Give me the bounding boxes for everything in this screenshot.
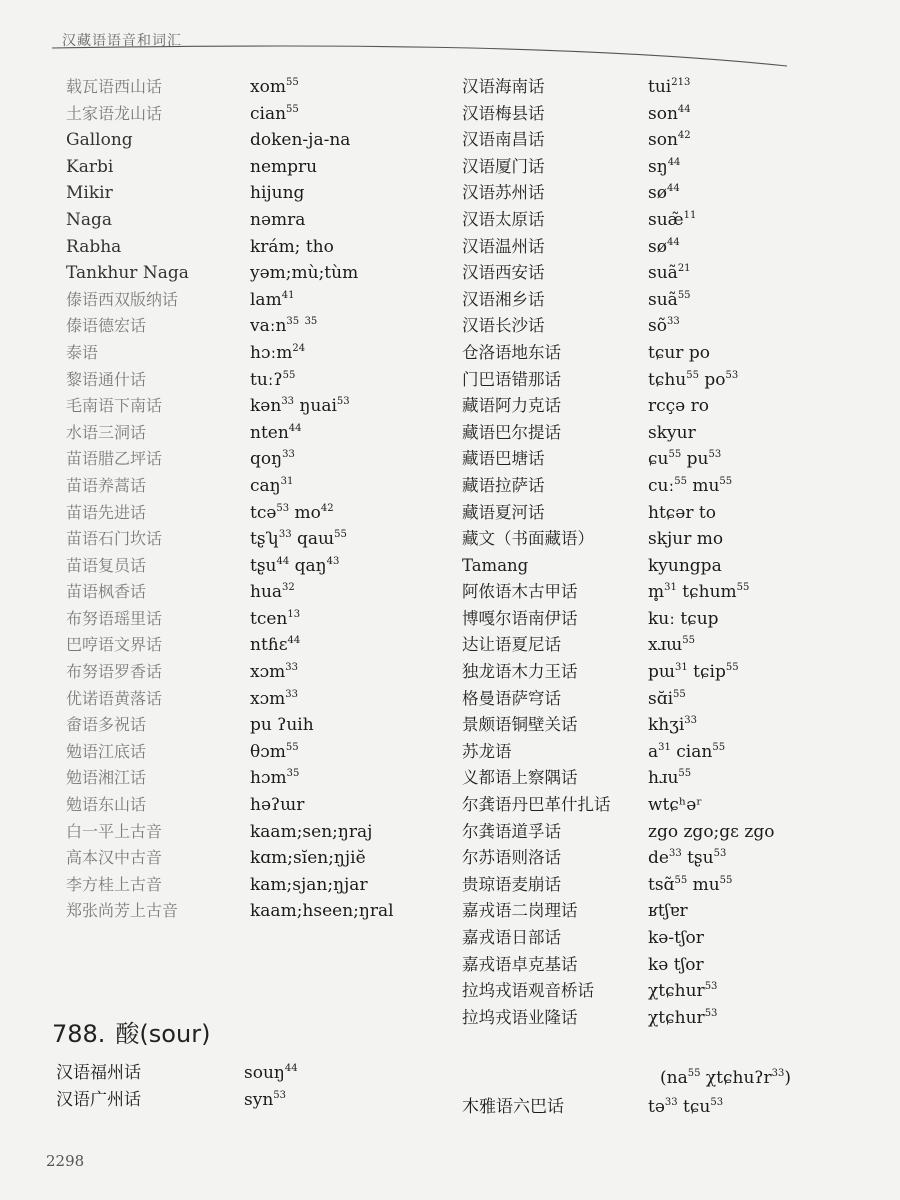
word-form: hɔm$^{35}$ — [250, 768, 300, 789]
language-name: 木雅语六巴话 — [462, 1097, 564, 1117]
language-name: 汉语南昌话 — [462, 130, 545, 150]
language-name: 苗语先进话 — [66, 502, 147, 522]
word-form: souŋ$^{44}$ — [244, 1063, 298, 1083]
language-name: 汉语湘乡话 — [462, 289, 545, 309]
language-name: 阿侬语木古甲话 — [462, 582, 578, 602]
language-name: 勉语东山话 — [66, 795, 147, 815]
language-name: 嘉戎语卓克基话 — [462, 954, 578, 974]
word-form: xɔm$^{33}$ — [250, 688, 298, 709]
language-name: 载瓦语西山话 — [66, 77, 163, 96]
word-form: caŋ$^{31}$ — [250, 475, 294, 496]
word-form: tʂu$^{44}$ qaŋ$^{43}$ — [250, 555, 340, 576]
word-form: kyungpa — [648, 555, 722, 576]
word-form: syn$^{53}$ — [244, 1089, 287, 1110]
word-form: θɔm$^{55}$ — [250, 741, 299, 762]
running-header: 汉藏语语音和词汇 — [62, 33, 182, 49]
word-form: həʔɯr — [250, 795, 305, 816]
language-name: 景颇语铜壁关话 — [462, 715, 578, 735]
word-form: xɹɯ$^{55}$ — [648, 635, 695, 656]
word-form: tcen$^{13}$ — [250, 608, 301, 629]
language-name: Rabha — [66, 236, 122, 257]
language-name: 达让语夏尼话 — [462, 635, 561, 655]
language-name: 博嘎尔语南伊话 — [462, 608, 578, 628]
language-name: 优诺语黄落话 — [66, 688, 163, 708]
word-form: tuːʔ$^{55}$ — [250, 369, 296, 390]
language-name: 勉语江底话 — [66, 741, 147, 761]
word-form: son$^{44}$ — [648, 103, 691, 124]
language-name: 藏语巴尔提话 — [462, 422, 561, 442]
language-name: 毛南语下南话 — [66, 396, 163, 416]
word-form: nten$^{44}$ — [250, 422, 302, 443]
word-form: doken-ja-na — [250, 130, 351, 151]
language-name: 门巴语错那话 — [462, 369, 561, 389]
word-form: $sõ^{33}$ — [648, 316, 680, 337]
word-form: son$^{42}$ — [648, 130, 691, 151]
word-form: suã$^{55}$ — [648, 289, 691, 310]
language-name: 黎语通什话 — [66, 369, 147, 389]
word-form: kən$^{33}$ ŋuai$^{53}$ — [250, 396, 350, 417]
word-form: pɯ$^{31}$ tɕip$^{55}$ — [648, 662, 739, 683]
language-name: 畲语多祝话 — [66, 715, 147, 735]
language-name: 傣语西双版纳话 — [66, 289, 179, 309]
word-form: suæ̃$^{11}$ — [648, 209, 697, 230]
language-name: 汉语福州话 — [56, 1063, 141, 1083]
word-form: vaːn$^{35}$ $^{35}$ — [250, 316, 318, 337]
language-name: 苗语养蒿话 — [66, 475, 147, 495]
word-form: ʁtʃɐr — [648, 901, 688, 922]
word-form: kaam;hseen;ŋral — [250, 901, 394, 922]
language-name: 汉语厦门话 — [462, 156, 545, 176]
word-form: zgo zgo;gɛ zgo — [648, 821, 775, 842]
language-name: 嘉戎语日部话 — [462, 928, 561, 947]
language-name: 藏文（书面藏语） — [462, 529, 594, 549]
word-form: tə$^{33}$ tɕu$^{53}$ — [648, 1097, 724, 1117]
language-name: 布努语瑶里话 — [66, 608, 163, 628]
language-name: 藏语巴塘话 — [462, 449, 545, 469]
language-name: Tamang — [462, 555, 529, 575]
language-name: 贵琼语麦崩话 — [462, 874, 561, 894]
word-form: hɔːm$^{24}$ — [250, 342, 306, 363]
word-form: kuː tɕup — [648, 608, 719, 629]
word-form: htɕər to — [648, 502, 716, 523]
header-rule — [52, 36, 797, 76]
language-name: Karbi — [66, 156, 114, 177]
word-form: xom$^{55}$ — [250, 77, 299, 97]
word-form: kə tʃor — [648, 954, 704, 975]
language-name: Naga — [66, 209, 113, 230]
language-name: 汉语梅县话 — [462, 103, 545, 123]
language-name: 拉坞戎语观音桥话 — [462, 981, 594, 1001]
word-form: hɹu$^{55}$ — [648, 768, 692, 789]
language-name: 郑张尚芳上古音 — [66, 901, 179, 921]
language-name: 白一平上古音 — [66, 821, 163, 841]
word-form: kaam;sen;ŋraj — [250, 821, 373, 842]
word-form: ntɦɛ$^{44}$ — [250, 635, 301, 656]
word-form: wtɕʰəʳ — [648, 795, 703, 816]
language-name: 勉语湘江话 — [66, 768, 147, 788]
word-form: hijung — [250, 183, 305, 204]
word-form: yəm;mù;tùm — [250, 263, 359, 284]
word-form: krám; tho — [250, 236, 334, 257]
language-name: 汉语长沙话 — [462, 316, 545, 336]
language-name: 汉语苏州话 — [462, 183, 545, 203]
right-extra-line: ($na^{55}$ χtɕhuʔr$^{33}$) — [660, 1068, 792, 1088]
word-form: skjur mo — [648, 529, 724, 550]
word-form: $a^{31}$ cian$^{55}$ — [648, 741, 726, 762]
language-name: 汉语海南话 — [462, 77, 545, 96]
language-name: 傣语德宏话 — [66, 316, 147, 336]
word-form: $de^{33}$ tʂu$^{53}$ — [648, 848, 727, 869]
word-form: tcə$^{53}$ $mo^{42}$ — [250, 502, 334, 523]
language-name: 汉语太原话 — [462, 209, 545, 229]
word-form: $sŋ^{44}$ — [648, 156, 681, 177]
language-name: 苗语腊乙坪话 — [66, 449, 163, 469]
language-name: 苗语石门坎话 — [66, 529, 163, 549]
language-name: 尔龚语丹巴革什扎话 — [462, 795, 611, 815]
word-form: hua$^{32}$ — [250, 582, 295, 603]
word-form: skyur — [648, 422, 696, 443]
word-form: χtɕhur$^{53}$ — [648, 981, 718, 1002]
word-form: cuː$^{55}$ $mu^{55}$ — [648, 475, 733, 496]
word-form: tsɑ̃$^{55}$ $mu^{55}$ — [648, 874, 733, 895]
word-form: suã$^{21}$ — [648, 263, 691, 284]
language-name: 土家语龙山话 — [66, 103, 163, 123]
word-form: kam;sjan;ŋjar — [250, 874, 368, 895]
word-form: tui$^{213}$ — [648, 77, 691, 97]
language-name: 拉坞戎语业隆话 — [462, 1007, 578, 1027]
language-name: 汉语温州话 — [462, 236, 545, 256]
word-form: tɕur po — [648, 342, 710, 363]
language-name: 藏语阿力克话 — [462, 396, 561, 416]
word-form: tɕhu$^{55}$ $po^{53}$ — [648, 369, 739, 390]
word-form: khʒi$^{33}$ — [648, 715, 698, 736]
language-name: Gallong — [66, 130, 133, 151]
section-title: 酸(sour) — [115, 1020, 211, 1048]
word-form: χtɕhur$^{53}$ — [648, 1007, 718, 1028]
language-name: 义都语上察隅话 — [462, 768, 578, 788]
language-name: 泰语 — [66, 342, 99, 362]
language-name: 苗语复员话 — [66, 555, 147, 575]
page-number: 2298 — [46, 1152, 85, 1170]
language-name: Mikir — [66, 183, 113, 204]
word-form: m̥$^{31}$ tɕhum$^{55}$ — [648, 582, 750, 603]
language-name: 李方桂上古音 — [66, 874, 163, 894]
language-name: 汉语西安话 — [462, 263, 545, 283]
section-heading — [52, 1014, 210, 1049]
language-name: 水语三洞话 — [66, 422, 147, 442]
word-form: qoŋ$^{33}$ — [250, 449, 295, 470]
word-form: $sø^{44}$ — [648, 183, 680, 204]
word-form: rcçə ro — [648, 396, 709, 417]
word-form: kə-tʃor — [648, 928, 704, 948]
language-name: Tankhur Naga — [66, 263, 189, 284]
language-name: 尔龚语道孚话 — [462, 821, 561, 841]
word-form: cian$^{55}$ — [250, 103, 299, 124]
language-name: 藏语夏河话 — [462, 502, 545, 522]
word-form: nəmra — [250, 209, 306, 230]
word-form: tʂʮ$^{33}$ qaɯ$^{55}$ — [250, 529, 347, 550]
language-name: 藏语拉萨话 — [462, 475, 545, 495]
language-name: 苗语枫香话 — [66, 582, 147, 602]
language-name: 巴哼语文界话 — [66, 635, 163, 655]
language-name: 仓洛语地东话 — [462, 342, 561, 362]
language-name: 布努语罗香话 — [66, 662, 163, 682]
language-name: 苏龙语 — [462, 741, 512, 761]
language-name: 嘉戎语二岗理话 — [462, 901, 578, 921]
word-form: ɕu$^{55}$ $pu^{53}$ — [648, 449, 722, 470]
language-name: 格曼语萨穹话 — [462, 688, 561, 708]
word-form: kɑm;sĭen;ŋjiĕ — [250, 848, 366, 869]
section-number: 788. — [52, 1020, 106, 1048]
word-form: pu ʔuih — [250, 715, 314, 736]
word-form: nempru — [250, 156, 318, 177]
language-name: 汉语广州话 — [56, 1089, 141, 1110]
language-name: 独龙语木力王话 — [462, 662, 578, 682]
word-form: xɔm$^{33}$ — [250, 662, 298, 683]
language-name: 高本汉中古音 — [66, 848, 163, 868]
word-form: $sø^{44}$ — [648, 236, 680, 257]
language-name: 尔苏语则洛话 — [462, 848, 561, 868]
word-form: $sɑ̆i^{55}$ — [648, 688, 686, 709]
word-form: lam$^{41}$ — [250, 289, 295, 310]
